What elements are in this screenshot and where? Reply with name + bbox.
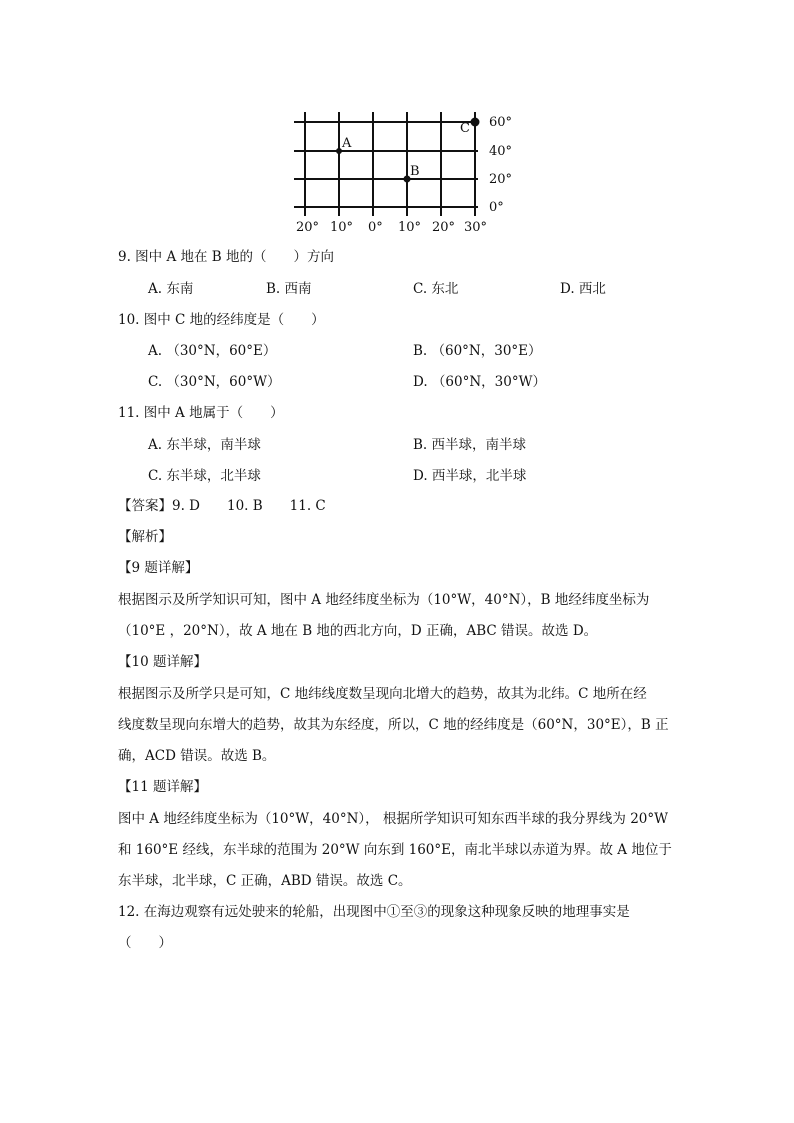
lon-label-10w: 10°	[330, 220, 354, 235]
d9-line-1: 根据图示及所学知识可知，图中 A 地经纬度坐标为（10°W，40°N），B 地经纬度坐标为	[118, 592, 650, 608]
point-b-label: B	[410, 164, 420, 179]
point-c-dot	[471, 118, 480, 127]
d9-heading: 【9 题详解】	[118, 560, 199, 576]
q11-option-b[interactable]: B. 西半球，南半球	[413, 437, 527, 453]
d10-line-2: 线度数呈现向东增大的趋势，故其为东经度，所以，C 地的经纬度是（60°N，30°E），B 正	[118, 717, 669, 733]
q9-option-a[interactable]: A. 东南	[148, 281, 194, 297]
lat-label-0: 0°	[489, 200, 504, 215]
lat-label-20: 20°	[489, 172, 513, 187]
d10-heading: 【10 题详解】	[118, 654, 207, 670]
q12-stem-line-2: （ ）	[118, 935, 172, 951]
lon-label-0: 0°	[368, 220, 383, 235]
d10-line-1: 根据图示及所学只是可知，C 地纬线度数呈现向北增大的趋势，故其为北纬。C 地所在经	[118, 686, 647, 702]
d11-line-3: 东半球，北半球，C 正确，ABD 错误。故选 C。	[118, 873, 412, 889]
d11-line-1: 图中 A 地经纬度坐标为（10°W，40°N）， 根据所学知识可知东西半球的我分界线为 20°W	[118, 811, 669, 827]
q10-option-d[interactable]: D. （60°N，30°W）	[413, 374, 546, 390]
q9-option-b[interactable]: B. 西南	[266, 281, 312, 297]
q11-option-d[interactable]: D. 西半球，北半球	[413, 468, 527, 484]
q11-option-c[interactable]: C. 东半球，北半球	[148, 468, 261, 484]
d11-line-2: 和 160°E 经线，东半球的范围为 20°W 向东到 160°E，南北半球以赤道为界。故 A 地位于	[118, 842, 672, 858]
lon-label-10e: 10°	[398, 220, 422, 235]
lat-label-40: 40°	[489, 144, 513, 159]
point-c-label: C	[460, 121, 470, 136]
d10-line-3: 确，ACD 错误。故选 B。	[118, 748, 276, 764]
d9-line-2: （10°E ，20°N），故 A 地在 B 地的西北方向，D 正确，ABC 错误。故选 D。	[118, 623, 598, 639]
q10-option-c[interactable]: C. （30°N，60°W）	[148, 374, 281, 390]
q10-stem: 10. 图中 C 地的经纬度是（ ）	[118, 312, 325, 328]
q9-option-d[interactable]: D. 西北	[560, 281, 606, 297]
q11-option-a[interactable]: A. 东半球，南半球	[148, 437, 261, 453]
q9-option-c[interactable]: C. 东北	[413, 281, 459, 297]
q10-option-b[interactable]: B. （60°N，30°E）	[413, 343, 542, 359]
lon-label-20w: 20°	[296, 220, 320, 235]
lon-label-20e: 20°	[432, 220, 456, 235]
q11-stem: 11. 图中 A 地属于（ ）	[118, 405, 284, 421]
analysis-heading: 【解析】	[118, 529, 172, 545]
answer-line: 【答案】9. D 10. B 11. C	[118, 498, 326, 514]
lat-lon-grid-figure	[288, 104, 518, 239]
grid-svg	[288, 104, 518, 239]
lat-label-60: 60°	[489, 115, 513, 130]
q9-stem: 9. 图中 A 地在 B 地的（ ）方向	[118, 249, 335, 265]
lon-label-30e: 30°	[464, 220, 488, 235]
q12-stem-line-1: 12. 在海边观察有远处驶来的轮船，出现图中①至③的现象这种现象反映的地理事实是	[118, 904, 630, 920]
point-a-label: A	[342, 136, 352, 151]
d11-heading: 【11 题详解】	[118, 779, 207, 795]
q10-option-a[interactable]: A. （30°N，60°E）	[148, 343, 277, 359]
